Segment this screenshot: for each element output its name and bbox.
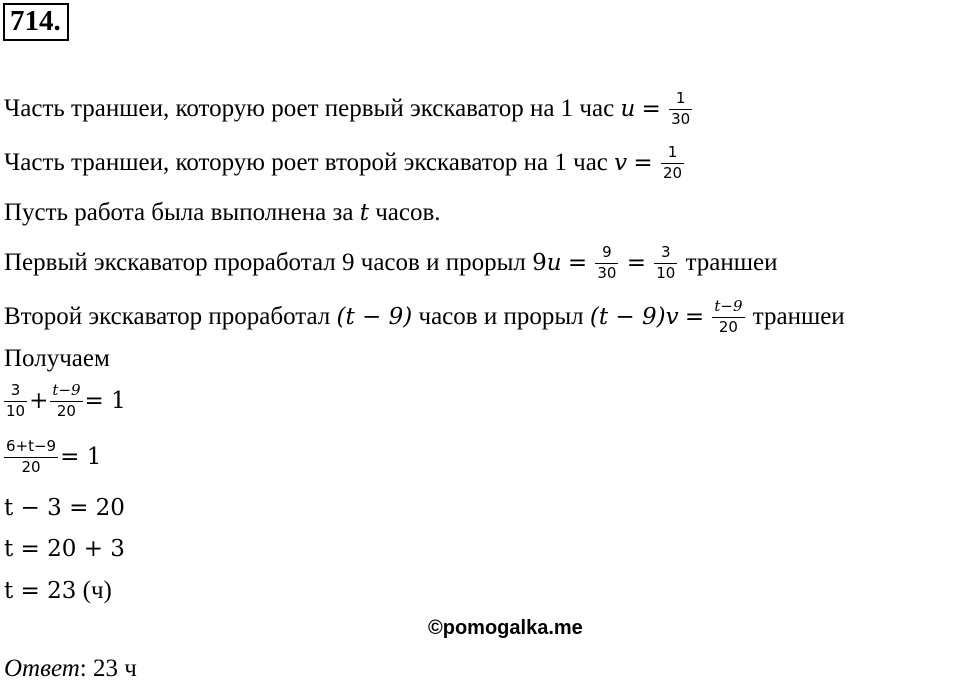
line-3-post: часов.: [375, 199, 441, 226]
coef-9: 9: [532, 249, 547, 276]
var-u: u: [546, 249, 562, 276]
line-5-post: траншеи: [752, 302, 845, 330]
fraction-numerator-text: t−9: [52, 381, 81, 399]
fraction-denominator: 20: [718, 317, 738, 336]
line-4-text: Первый экскаватор проработал 9 часов и прорыл: [4, 248, 526, 276]
fraction-9-30: [595, 245, 618, 282]
answer-line: [4, 656, 137, 681]
equation-t-minus-3: t − 3 = 20: [4, 495, 125, 521]
line-3-pre: Пусть работа была выполнена за: [4, 199, 354, 226]
fraction-denominator: 10: [656, 263, 676, 282]
fraction-denominator: 30: [671, 109, 691, 128]
line-1: [4, 89, 694, 129]
fraction-t9-20: [712, 299, 744, 336]
fraction-numerator: 6+t−9: [4, 439, 58, 458]
line-9: [4, 497, 125, 520]
expr-t-minus-9-v: (t − 9)v: [589, 303, 679, 330]
equals-sign: =: [684, 303, 705, 330]
equals-sign: =: [633, 149, 653, 176]
fraction-denominator: 20: [662, 163, 683, 182]
line-6: [4, 346, 110, 371]
fraction-denominator: 30: [597, 263, 617, 282]
fraction-u: [669, 91, 692, 128]
line-11: [4, 578, 112, 603]
fraction-numerator: 1: [669, 91, 692, 110]
fraction-numerator: [712, 299, 744, 318]
fraction-numerator: 9: [595, 245, 618, 264]
fraction-numerator: 3: [654, 245, 677, 264]
line-1-text: Часть траншеи, которую роет первый экскаватор на 1 час: [4, 94, 615, 122]
fraction-numerator: [50, 383, 82, 402]
fraction-denominator: 20: [21, 457, 41, 476]
fraction-denominator: 10: [6, 401, 26, 420]
equals-sign: =: [626, 249, 646, 276]
fraction-numerator-text: t−9: [714, 297, 743, 315]
equation-t-result: t = 23: [4, 578, 77, 604]
equals-sign: =: [641, 95, 661, 122]
line-5-mid: часов и прорыл: [418, 302, 584, 330]
line-6-text: Получаем: [4, 345, 110, 372]
line-2-text: Часть траншеи, которую роет второй экскаватор на 1 час: [4, 148, 608, 176]
watermark: ©pomogalka.me: [428, 617, 583, 639]
fraction-numerator: 1: [661, 145, 684, 164]
line-2: [4, 143, 686, 183]
answer-value: : 23 ч: [79, 655, 137, 682]
line-7: [4, 381, 126, 421]
line-5-text: Второй экскаватор проработал: [4, 302, 331, 330]
line-5: [4, 297, 845, 337]
equation-t-sum: t = 20 + 3: [4, 536, 125, 562]
fraction-3-10: [4, 383, 27, 420]
unit-hours: (ч): [82, 577, 112, 604]
fraction-t9-20: [50, 383, 82, 420]
fraction-numerator: 3: [4, 383, 27, 402]
answer-label: Ответ: [4, 655, 80, 682]
fraction-3-10: [654, 245, 677, 282]
fraction-6t9-20: [4, 439, 58, 476]
fraction-denominator: 20: [56, 401, 76, 420]
line-4: [4, 243, 778, 283]
equation-rhs: = 1: [60, 443, 102, 470]
var-u: u: [620, 95, 636, 122]
var-v: v: [614, 149, 628, 176]
equation-rhs: = 1: [84, 387, 126, 414]
line-4-post: траншеи: [685, 248, 778, 276]
line-3: [4, 200, 441, 225]
fraction-v: [661, 145, 684, 182]
line-10: [4, 538, 125, 561]
problem-number: 714.: [3, 3, 69, 41]
expr-t-minus-9: (t − 9): [336, 303, 413, 330]
var-t: t: [359, 200, 369, 226]
equals-sign: =: [567, 249, 588, 276]
line-8: [4, 437, 102, 477]
plus-sign: +: [29, 387, 49, 414]
